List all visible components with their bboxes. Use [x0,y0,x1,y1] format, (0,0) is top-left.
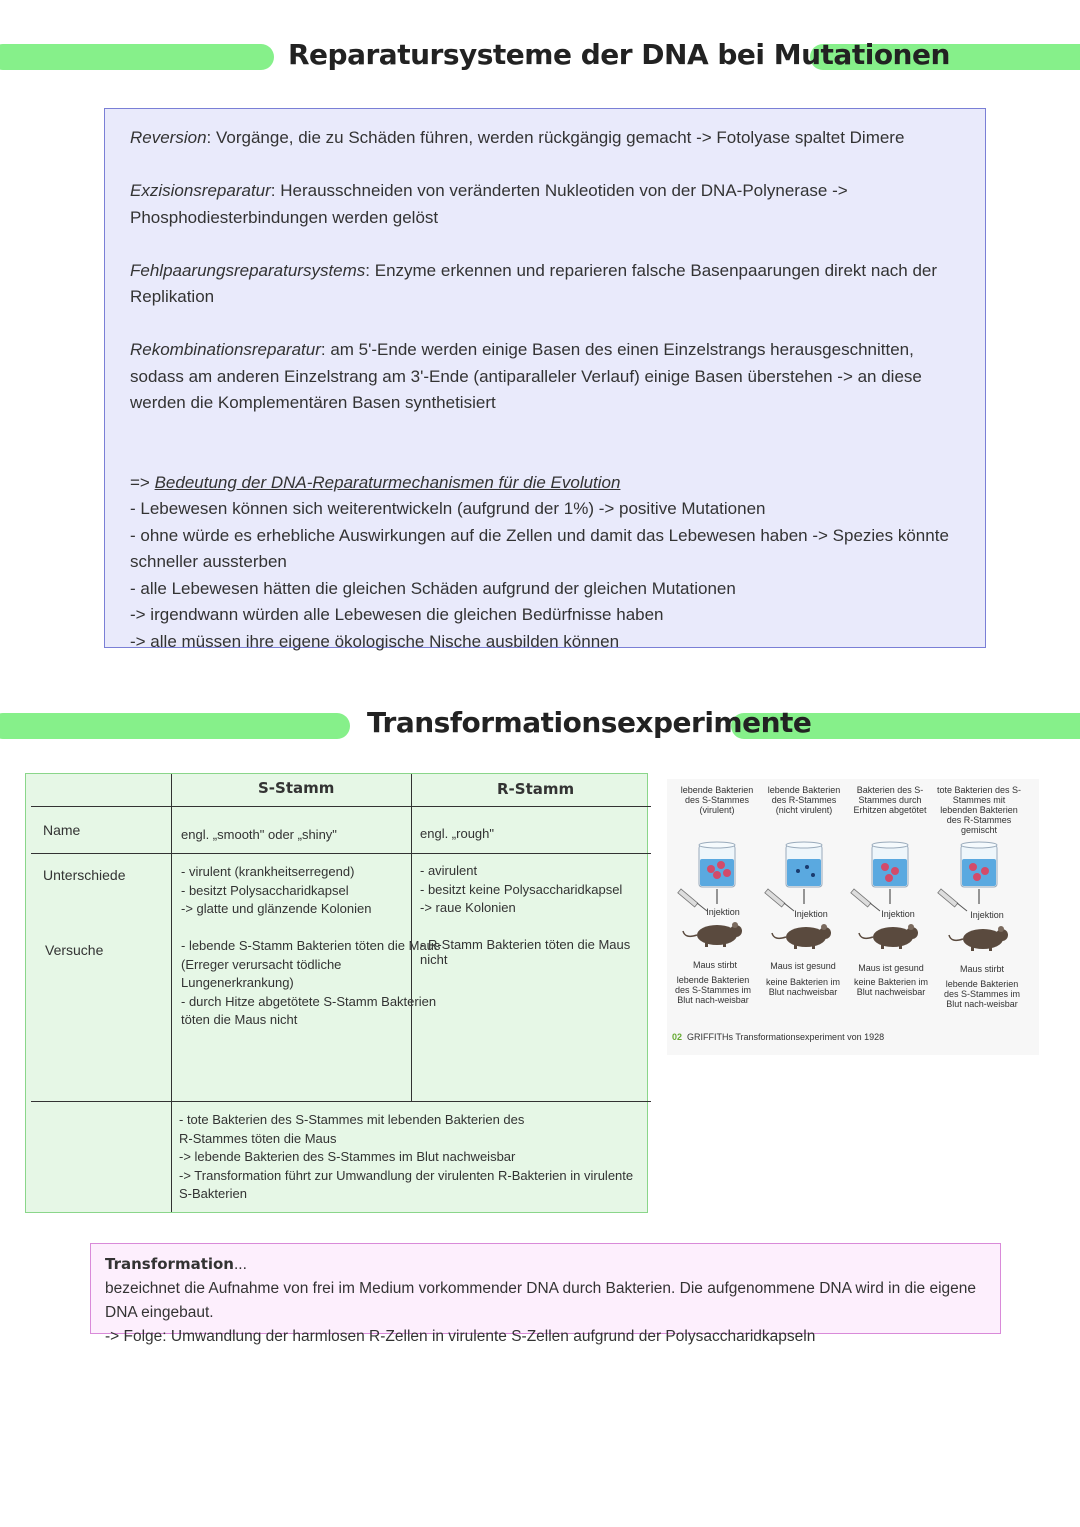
result-label: Maus ist gesund [858,963,924,973]
header-bar-left [0,713,350,739]
result-label: Maus stirbt [959,964,1004,974]
unterschiede-r: - avirulent - besitzt keine Polysaccharidkapsel -> raue Kolonien [420,863,623,915]
transformation-definition-box: Transformation... bezeichnet die Aufnahme von frei im Medium vorkommender DNA durch Bakterien. Die aufgenommene DNA wird in die eigene DNA eingebaut. -> Folge: Umwandlung der harmlosen R-Zellen in virulente S-Zellen aufgrund der Polysaccharidkapseln [90,1243,1001,1334]
name-r: engl. „rough" [420,826,494,841]
term: Fehlpaarungsreparatursystems [130,260,366,280]
evolution-point: -> irgendwann würden alle Lebewesen die gleichen Bedürfnisse haben [130,605,664,624]
header-r-stamm: R-Stamm [497,780,575,798]
row-label-unterschiede: Unterschiede [43,867,126,883]
term: Exzisionsreparatur [130,181,271,200]
figure-col-bottom: lebende Bakterien des S-Stammes im Blut nach-weisbar [943,979,1021,1009]
figure-col-bottom: lebende Bakterien des S-Stammes im Blut nach-weisbar [674,975,752,1005]
evolution-point: - alle Lebewesen hätten die gleichen Schäden aufgrund der gleichen Mutationen [130,578,736,598]
figure-col-bottom: keine Bakterien im Blut nachweisbar [765,977,841,997]
section-title-repair: Reparatursysteme der DNA bei Mutationen [288,38,950,71]
injection-label: Injektion [706,907,740,917]
row-label-versuche: Versuche [45,942,104,958]
result-label: Maus ist gesund [770,961,836,971]
evolution-block: => Bedeutung der DNA-Reparaturmechanismen für die Evolution - Lebewesen können sich weiterentwickeln (aufgrund der 1%) -> positive Mutationen - ohne würde es erhebliche Auswirkungen auf die Zellen und damit das Lebewesen haben -> Spezies könnte schneller aussterben - alle Lebewesen hätten die gleichen Schäden aufgrund der gleichen Mutationen -> irgendwann würden alle Lebewesen die gleichen Bedürfnisse haben -> alle müssen ihre eigene ökologische Nische ausbilden können [130,470,961,656]
definition-line: -> Folge: Umwandlung der harmlosen R-Zellen in virulente S-Zellen aufgrund der Polysaccharidkapseln [105,1328,816,1345]
injection-label: Injektion [881,909,915,919]
term: Reversion [130,128,207,147]
result-label: Maus stirbt [692,960,737,970]
injection-label: Injektion [794,909,828,919]
unterschiede-s: - virulent (krankheitserregend) - besitzt Polysaccharidkapsel -> glatte und glänzende Kolonien [181,864,372,916]
repair-systems-box [104,108,986,651]
versuche-r: - R-Stamm Bakterien töten die Maus nicht [420,937,631,967]
mouse-icon [683,922,1008,951]
item-rekombination: Rekombinationsreparatur: am 5'-Ende werden einige Basen des einen Einzelstrangs herausgeschnitten, sodass am anderen Einzelstrang am 3'-Ende (antiparalleler Verlauf) einige Basen überstehen -> an diese werden die Komplementären Basen synthetisiert [130,340,922,412]
definition-line: bezeichnet die Aufnahme von frei im Medium vorkommender DNA durch Bakterien. Die aufgenommene DNA wird in die eigene DNA eingebaut. [105,1280,977,1321]
beaker-icon [699,842,997,887]
bacteria-icon [707,861,989,882]
evolution-point: - Lebewesen können sich weiterentwickeln (aufgrund der 1%) -> positive Mutationen [130,499,766,518]
header-s-stamm: S-Stamm [258,779,335,797]
term: Rekombinationsreparatur [130,340,321,359]
figure-col-top: lebende Bakterien des R-Stammes (nicht virulent) [767,785,841,815]
name-s: engl. „smooth" oder „shiny" [181,827,337,842]
evolution-point: - ohne würde es erhebliche Auswirkungen auf die Zellen und damit das Lebewesen haben -> Spezies könnte schneller aussterben [130,525,949,571]
item-exzision: Exzisionsreparatur: Herausschneiden von veränderten Nukleotiden von der DNA-Polynerase -> Phosphodiesterbindungen werden gelöst [130,181,848,227]
figure-col-top: tote Bakterien des S-Stammes mit lebenden Bakterien des R-Stammes gemischt [936,785,1022,835]
versuche-s: - lebende S-Stamm Bakterien töten die Maus (Erreger verursacht tödliche Lungenerkrankung) - durch Hitze abgetötete S-Stamm Bakterien töten die Maus nicht [181,938,441,1027]
item-fehlpaarung: Fehlpaarungsreparatursystems: Enzyme erkennen und reparieren falsche Basenpaarungen direkt nach der Replikation [130,260,938,306]
row-divider [31,1101,651,1102]
strain-comparison-table [25,773,648,1213]
section-title-transformation: Transformationsexperimente [367,706,812,739]
row-divider [31,853,651,854]
figure-col-top: lebende Bakterien des S-Stammes (virulent) [680,785,754,815]
definition-title: Transformation [105,1255,234,1273]
header-bar-left [0,44,274,70]
column-divider [171,774,172,1212]
figure-caption: 02 GRIFFITHs Transformationsexperiment von 1928 [672,1032,885,1042]
evolution-point: -> alle müssen ihre eigene ökologische Nische ausbilden können [130,631,620,651]
item-reversion: Reversion: Vorgänge, die zu Schäden führen, werden rückgängig gemacht -> Fotolyase spaltet Dimere [130,128,905,147]
figure-col-bottom: keine Bakterien im Blut nachweisbar [853,977,929,997]
row-divider [31,806,651,807]
row-label-name: Name [43,822,81,838]
griffith-figure [667,779,1039,1055]
evolution-heading: Bedeutung der DNA-Reparaturmechanismen für die Evolution [154,472,621,492]
figure-col-top: Bakterien des S-Stammes durch Erhitzen abgetötet [853,785,927,815]
injection-label: Injektion [970,910,1004,920]
combined-experiment: - tote Bakterien des S-Stammes mit lebenden Bakterien des R-Stammes töten die Maus -> lebende Bakterien des S-Stammes im Blut nachweisbar -> Transformation führt zur Umwandlung der virulenten R-Bakterien in virulente S-Bakterien [179,1112,634,1201]
